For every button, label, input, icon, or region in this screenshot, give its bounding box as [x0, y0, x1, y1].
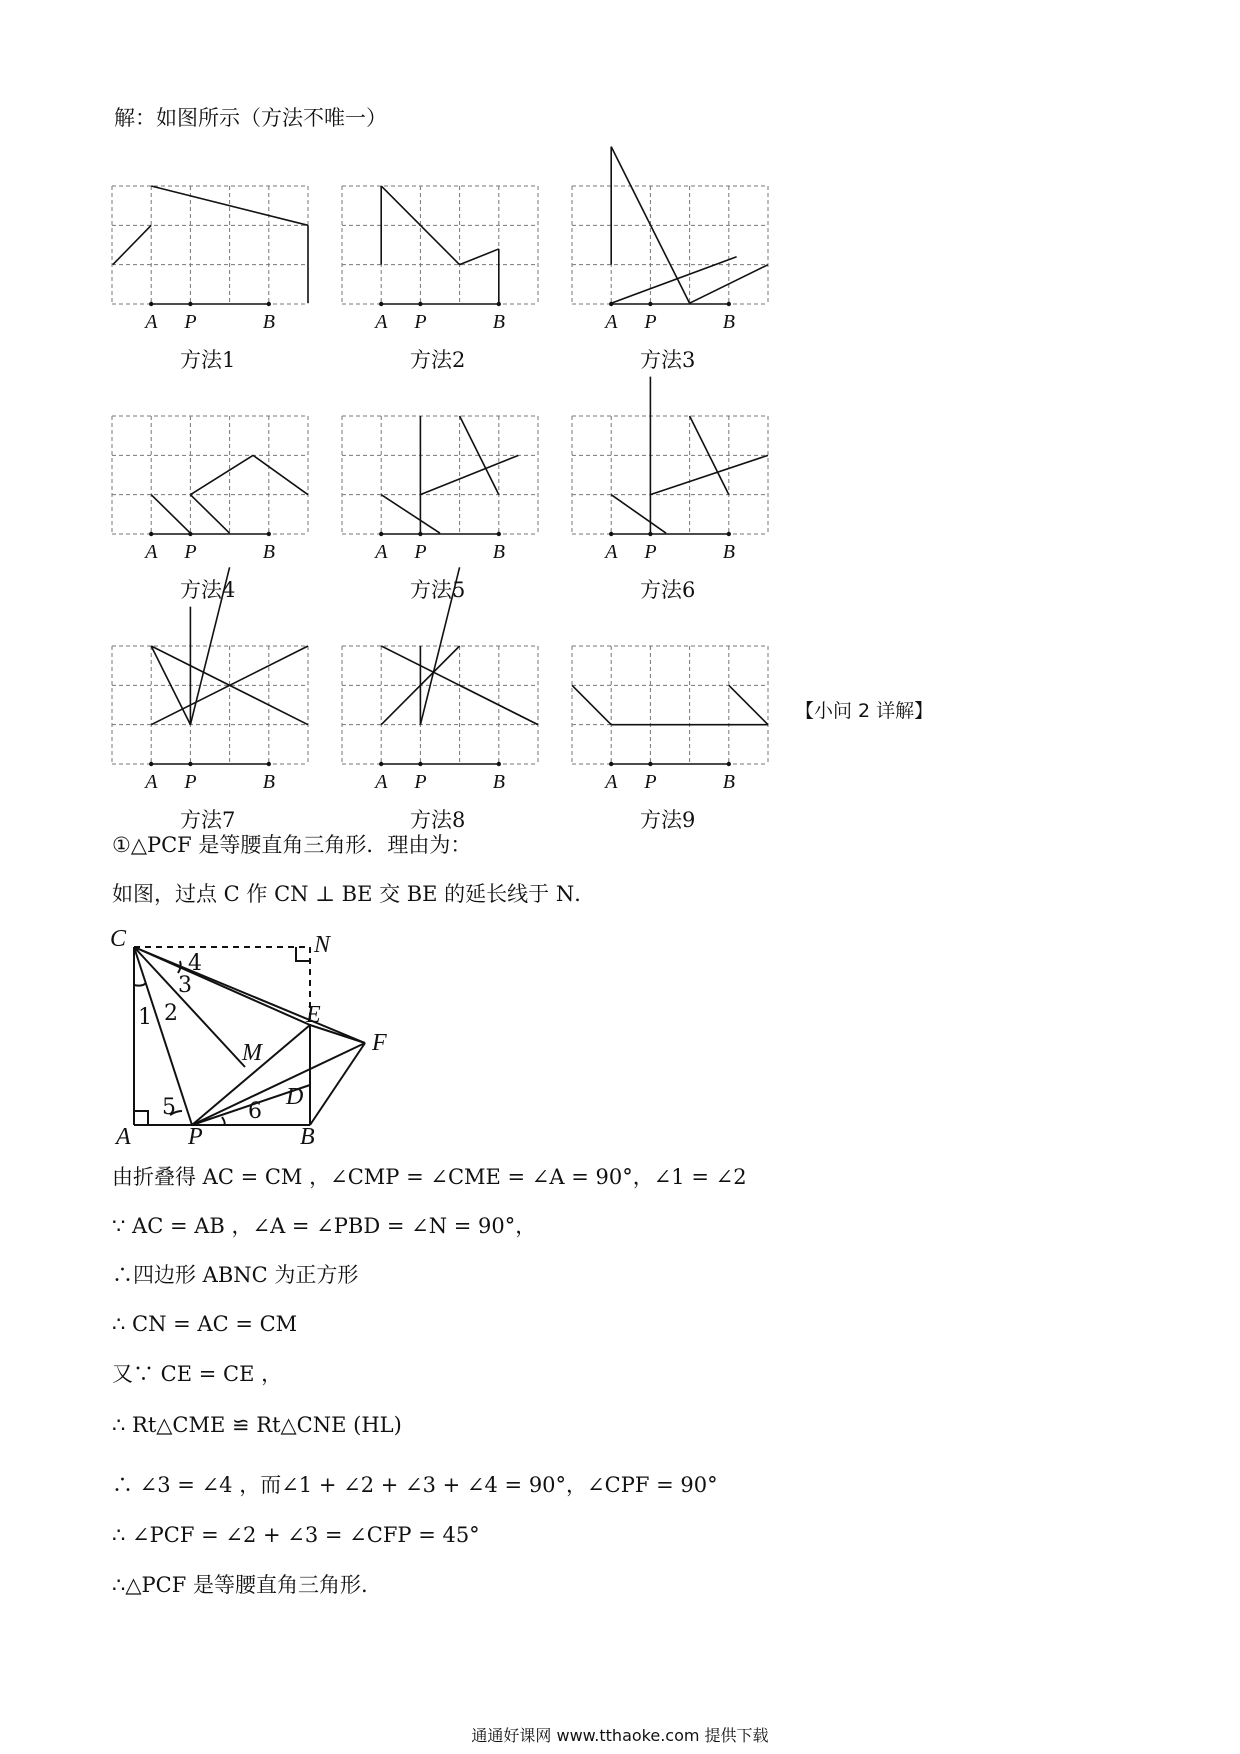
method-caption: 方法8	[410, 808, 466, 832]
proof-line: 又∵ CE = CE ，	[112, 1362, 283, 1386]
point-label-p: P	[644, 541, 657, 563]
point-label-a: A	[605, 541, 618, 563]
point-label-a: A	[145, 311, 158, 333]
point-label-a: A	[145, 771, 158, 793]
proof-line: ∴ Rt△CME ≌ Rt△CNE (HL)	[112, 1413, 402, 1437]
angle-1: 1	[138, 1005, 152, 1030]
method-2-figure	[342, 186, 538, 338]
point-label-b: B	[722, 311, 736, 333]
point-label-b: B	[262, 541, 276, 563]
method-1-figure	[112, 186, 308, 338]
point-label-b: B	[492, 771, 506, 793]
construction-text: 如图，过点 C 作 CN ⊥ BE 交 BE 的延长线于 N．	[112, 882, 596, 906]
angle-3: 3	[178, 973, 192, 998]
label-E: E	[306, 1002, 321, 1028]
footer: 通通好课网 www.tthaoke.com 提供下载	[471, 1726, 769, 1745]
point-label-a: A	[605, 771, 618, 793]
method-caption: 方法7	[180, 808, 236, 832]
method-3-figure	[572, 186, 768, 338]
point-label-b: B	[262, 311, 276, 333]
method-caption: 方法4	[180, 578, 236, 602]
point-label-p: P	[184, 311, 197, 333]
point-label-a: A	[145, 541, 158, 563]
method-5-figure	[342, 416, 538, 568]
point-label-a: A	[605, 311, 618, 333]
proof-line: ∴四边形 ABNC 为正方形	[112, 1263, 359, 1287]
label-P: P	[188, 1124, 203, 1150]
angle-5: 5	[162, 1095, 176, 1120]
label-C: C	[110, 926, 127, 952]
method-caption: 方法3	[640, 348, 696, 372]
label-N: N	[314, 932, 331, 958]
method-4-figure	[112, 416, 308, 568]
proof-line: ∴△PCF 是等腰直角三角形.	[112, 1573, 368, 1597]
point-label-b: B	[722, 771, 736, 793]
side-note: 【小问 2 详解】	[795, 700, 934, 722]
point-label-p: P	[414, 311, 427, 333]
point-label-a: A	[375, 771, 388, 793]
label-F: F	[372, 1030, 387, 1056]
point-label-p: P	[414, 541, 427, 563]
point-label-p: P	[414, 771, 427, 793]
method-6-figure	[572, 416, 768, 568]
angle-4: 4	[188, 951, 202, 976]
method-caption: 方法5	[410, 578, 466, 602]
point-label-b: B	[262, 771, 276, 793]
method-8-figure	[342, 646, 538, 798]
intro-text: 解：如图所示（方法不唯一）	[114, 106, 387, 130]
method-caption: 方法1	[180, 348, 236, 372]
proof-line: ∴ CN = AC = CM	[112, 1312, 298, 1336]
label-A: A	[116, 1124, 131, 1150]
main-figure	[110, 925, 410, 1155]
proof-line: 由折叠得 AC = CM ，∠CMP = ∠CME = ∠A = 90°，∠1 = ∠2	[112, 1165, 747, 1189]
point-label-a: A	[375, 311, 388, 333]
part1-heading: ①△PCF 是等腰直角三角形．理由为：	[112, 833, 472, 857]
method-9-figure	[572, 646, 768, 798]
point-label-p: P	[644, 771, 657, 793]
label-D: D	[286, 1084, 304, 1110]
label-B: B	[300, 1124, 315, 1150]
point-label-a: A	[375, 541, 388, 563]
proof-line: ∴ ∠3 = ∠4 ，而∠1 + ∠2 + ∠3 + ∠4 = 90°，∠CPF = 90°	[112, 1473, 718, 1497]
point-label-p: P	[184, 771, 197, 793]
method-7-figure	[112, 646, 308, 798]
point-label-p: P	[644, 311, 657, 333]
point-label-b: B	[722, 541, 736, 563]
method-caption: 方法6	[640, 578, 696, 602]
method-caption: 方法9	[640, 808, 696, 832]
point-label-b: B	[492, 311, 506, 333]
angle-2: 2	[164, 1001, 178, 1026]
proof-line: ∵ AC = AB ，∠A = ∠PBD = ∠N = 90°，	[112, 1214, 537, 1238]
proof-line: ∴ ∠PCF = ∠2 + ∠3 = ∠CFP = 45°	[112, 1523, 480, 1547]
point-label-b: B	[492, 541, 506, 563]
label-M: M	[242, 1040, 262, 1066]
point-label-p: P	[184, 541, 197, 563]
method-caption: 方法2	[410, 348, 466, 372]
angle-6: 6	[248, 1099, 262, 1124]
